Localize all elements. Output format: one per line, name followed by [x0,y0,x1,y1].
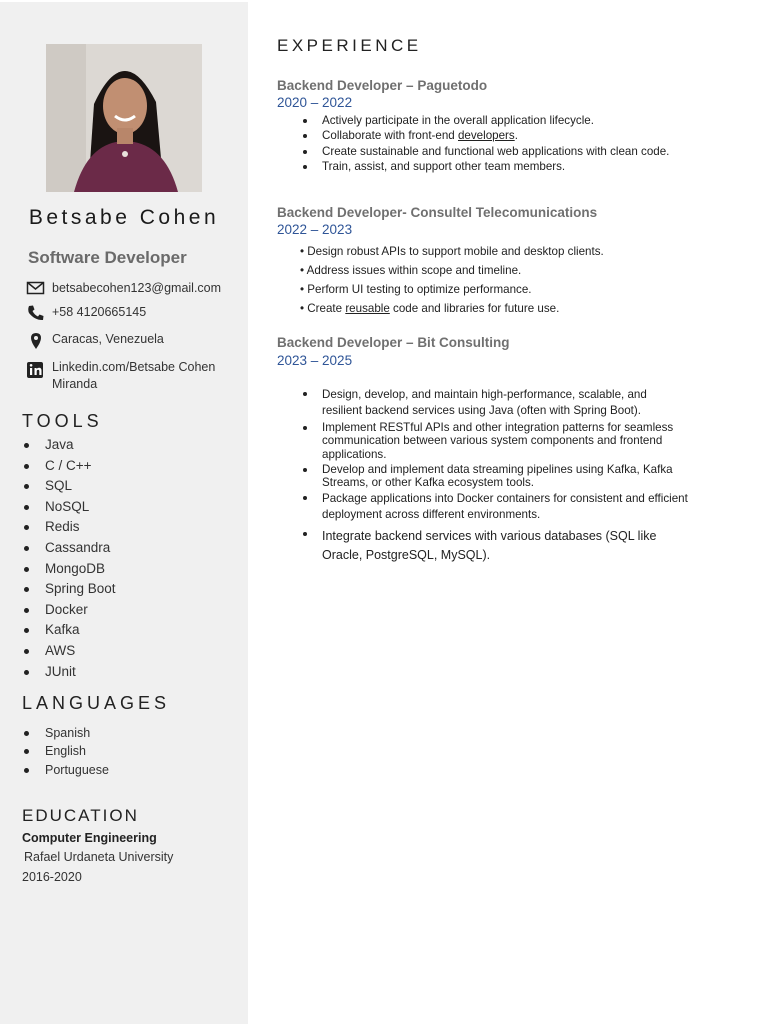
tool-item: AWS [22,641,116,662]
job-bullet: Design, develop, and maintain high-performance, scalable, and resilient backend services using Java (often with Spring Boot). [300,387,710,418]
tool-item: Docker [22,600,116,621]
job-title: Backend Developer- Consultel Telecomunications [277,205,598,220]
tool-item: Kafka [22,620,116,641]
profile-photo [46,44,202,192]
candidate-title: Software Developer [28,248,187,267]
job-dates: 2020 – 2022 [277,95,353,110]
education-heading: EDUCATION [22,806,139,825]
job-bullet: Develop and implement data streaming pipelines using Kafka, Kafka Streams, or other Kafka ecosystem tools. [300,463,710,490]
job-bullets [300,113,740,174]
job-title: Backend Developer – Paguetodo [277,78,488,93]
job-dates: 2022 – 2023 [277,222,353,237]
language-item: Portuguese [22,761,109,779]
job-bullet: Train, assist, and support other team members. [300,159,740,174]
languages-list [22,724,109,779]
job-bullets [300,242,740,318]
linkedin-icon [26,359,46,377]
job-bullet: Integrate backend services with various databases (SQL like Oracle, PostgreSQL, MySQL). [300,527,710,565]
linkedin-text: Linkedin.com/Betsabe Cohen Miranda [52,360,216,391]
tools-list [22,435,116,682]
location-pin-icon [26,331,46,349]
job-bullet: Implement RESTful APIs and other integration patterns for seamless communication between various system components and frontend applications. [300,421,710,461]
languages-heading: LANGUAGES [22,693,171,713]
candidate-name: Betsabe Cohen [28,206,220,229]
education-school: Rafael Urdaneta University [24,850,174,864]
education-years: 2016-2020 [22,870,82,884]
tool-item: Spring Boot [22,579,116,600]
location-text: Caracas, Venezuela [52,332,164,346]
tool-item: JUnit [22,662,116,683]
tools-heading: TOOLS [22,411,103,431]
job-bullet: Package applications into Docker containers for consistent and efficient deployment across different environments. [300,491,710,523]
phone-icon [26,304,46,322]
job-bullet: • Design robust APIs to support mobile and desktop clients. [300,245,604,258]
tool-item: C / C++ [22,456,116,477]
sidebar [0,2,248,1024]
language-item: Spanish [22,724,109,742]
job-dates: 2023 – 2025 [277,353,353,368]
tool-item: NoSQL [22,497,116,518]
job-bullet: Create sustainable and functional web applications with clean code. [300,144,740,159]
tool-item: Redis [22,517,116,538]
job-bullet: • Create reusable code and libraries for future use. [300,302,560,315]
language-item: English [22,742,109,760]
job-bullet: Actively participate in the overall application lifecycle. [300,113,740,128]
tool-item: Cassandra [22,538,116,559]
experience-heading: EXPERIENCE [277,36,422,55]
job-bullet: • Perform UI testing to optimize performance. [300,283,532,296]
envelope-icon [26,280,46,298]
job-bullets [300,387,710,565]
tool-item: Java [22,435,116,456]
education-degree: Computer Engineering [22,831,157,845]
email-text: betsabecohen123@gmail.com [52,281,222,295]
job-title: Backend Developer – Bit Consulting [277,335,510,350]
tool-item: MongoDB [22,559,116,580]
job-bullet: Collaborate with front-end developers. [300,128,740,143]
phone-text: +58 4120665145 [52,305,147,319]
tool-item: SQL [22,476,116,497]
job-bullet: • Address issues within scope and timeline. [300,264,522,277]
